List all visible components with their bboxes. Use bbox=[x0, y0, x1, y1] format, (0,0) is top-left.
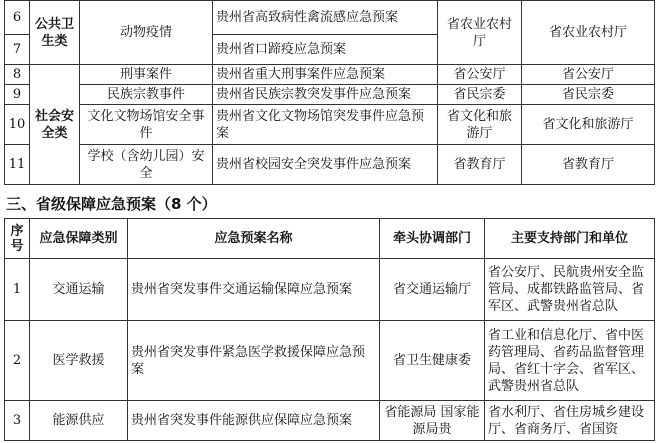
seq-cell: 10 bbox=[5, 105, 30, 145]
seq-cell: 7 bbox=[5, 35, 30, 65]
table-row bbox=[5, 1, 655, 35]
column-header-seq: 序号 bbox=[5, 219, 30, 259]
support-department-cell: 省公安厅、民航贵州安全监管局、成都铁路监管局、省军区、武警贵州省总队 bbox=[485, 259, 655, 321]
lead-department-cell: 省卫生健康委 bbox=[380, 321, 485, 401]
table-header-row bbox=[5, 219, 655, 259]
event-type-cell: 动物疫情 bbox=[80, 1, 213, 65]
plan-name-cell: 贵州省民族宗教突发事件应急预案 bbox=[213, 85, 438, 105]
seq-cell: 3 bbox=[5, 401, 30, 441]
table-row bbox=[5, 321, 655, 401]
table-row bbox=[5, 259, 655, 321]
event-type-cell: 学校（含幼儿园）安全 bbox=[80, 145, 213, 185]
lead-department-cell: 省公安厅 bbox=[438, 65, 522, 85]
lead-department-cell: 省能源局 国家能源局贵 bbox=[380, 401, 485, 441]
seq-cell: 9 bbox=[5, 85, 30, 105]
seq-cell: 11 bbox=[5, 145, 30, 185]
lead-department-cell: 省农业农村厅 bbox=[438, 1, 522, 65]
support-department-cell: 省民宗委 bbox=[522, 85, 655, 105]
seq-cell: 6 bbox=[5, 1, 30, 35]
support-department-cell: 省教育厅 bbox=[522, 145, 655, 185]
column-header-category: 应急保障类别 bbox=[30, 219, 128, 259]
support-department-cell: 省农业农村厅 bbox=[522, 1, 655, 65]
plan-name-cell: 贵州省高致病性禽流感应急预案 bbox=[213, 1, 438, 35]
table-row bbox=[5, 401, 655, 441]
table-row bbox=[5, 65, 655, 85]
column-header-lead-department: 牵头协调部门 bbox=[380, 219, 485, 259]
event-type-cell: 文化文物场馆安全事件 bbox=[80, 105, 213, 145]
plan-name-cell: 贵州省突发事件能源供应保障应急预案 bbox=[128, 401, 380, 441]
plan-name-cell: 贵州省突发事件交通运输保障应急预案 bbox=[128, 259, 380, 321]
section-heading: 三、省级保障应急预案（8 个） bbox=[6, 195, 217, 213]
plan-name-cell: 贵州省文化文物场馆突发事件应急预案 bbox=[213, 105, 438, 145]
lead-department-cell: 省民宗委 bbox=[438, 85, 522, 105]
emergency-plan-table-continued bbox=[4, 0, 655, 185]
table-row bbox=[5, 85, 655, 105]
event-type-cell: 刑事案件 bbox=[80, 65, 213, 85]
lead-department-cell: 省交通运输厅 bbox=[380, 259, 485, 321]
seq-cell: 8 bbox=[5, 65, 30, 85]
support-department-cell: 省工业和信息化厅、省中医药管理局、省药品监督管理局、省红十字会、省军区、武警贵州省总队 bbox=[485, 321, 655, 401]
lead-department-cell: 省教育厅 bbox=[438, 145, 522, 185]
event-type-cell: 民族宗教事件 bbox=[80, 85, 213, 105]
plan-name-cell: 贵州省重大刑事案件应急预案 bbox=[213, 65, 438, 85]
table-row bbox=[5, 145, 655, 185]
category-cell: 社会安全类 bbox=[30, 65, 80, 185]
category-cell: 医学救援 bbox=[30, 321, 128, 401]
plan-name-cell: 贵州省突发事件紧急医学救援保障应急预案 bbox=[128, 321, 380, 401]
column-header-support-departments: 主要支持部门和单位 bbox=[485, 219, 655, 259]
column-header-plan-name: 应急预案名称 bbox=[128, 219, 380, 259]
seq-cell: 2 bbox=[5, 321, 30, 401]
support-department-cell: 省文化和旅游厅 bbox=[522, 105, 655, 145]
category-cell: 能源供应 bbox=[30, 401, 128, 441]
support-plan-table bbox=[4, 218, 655, 441]
plan-name-cell: 贵州省口蹄疫应急预案 bbox=[213, 35, 438, 65]
support-department-cell: 省公安厅 bbox=[522, 65, 655, 85]
lead-department-cell: 省文化和旅游厅 bbox=[438, 105, 522, 145]
support-department-cell: 省水利厅、省住房城乡建设厅、省商务厅、省国资 bbox=[485, 401, 655, 441]
plan-name-cell: 贵州省校园安全突发事件应急预案 bbox=[213, 145, 438, 185]
category-cell: 交通运输 bbox=[30, 259, 128, 321]
category-cell: 公共卫生类 bbox=[30, 1, 80, 65]
table-row bbox=[5, 105, 655, 145]
seq-cell: 1 bbox=[5, 259, 30, 321]
